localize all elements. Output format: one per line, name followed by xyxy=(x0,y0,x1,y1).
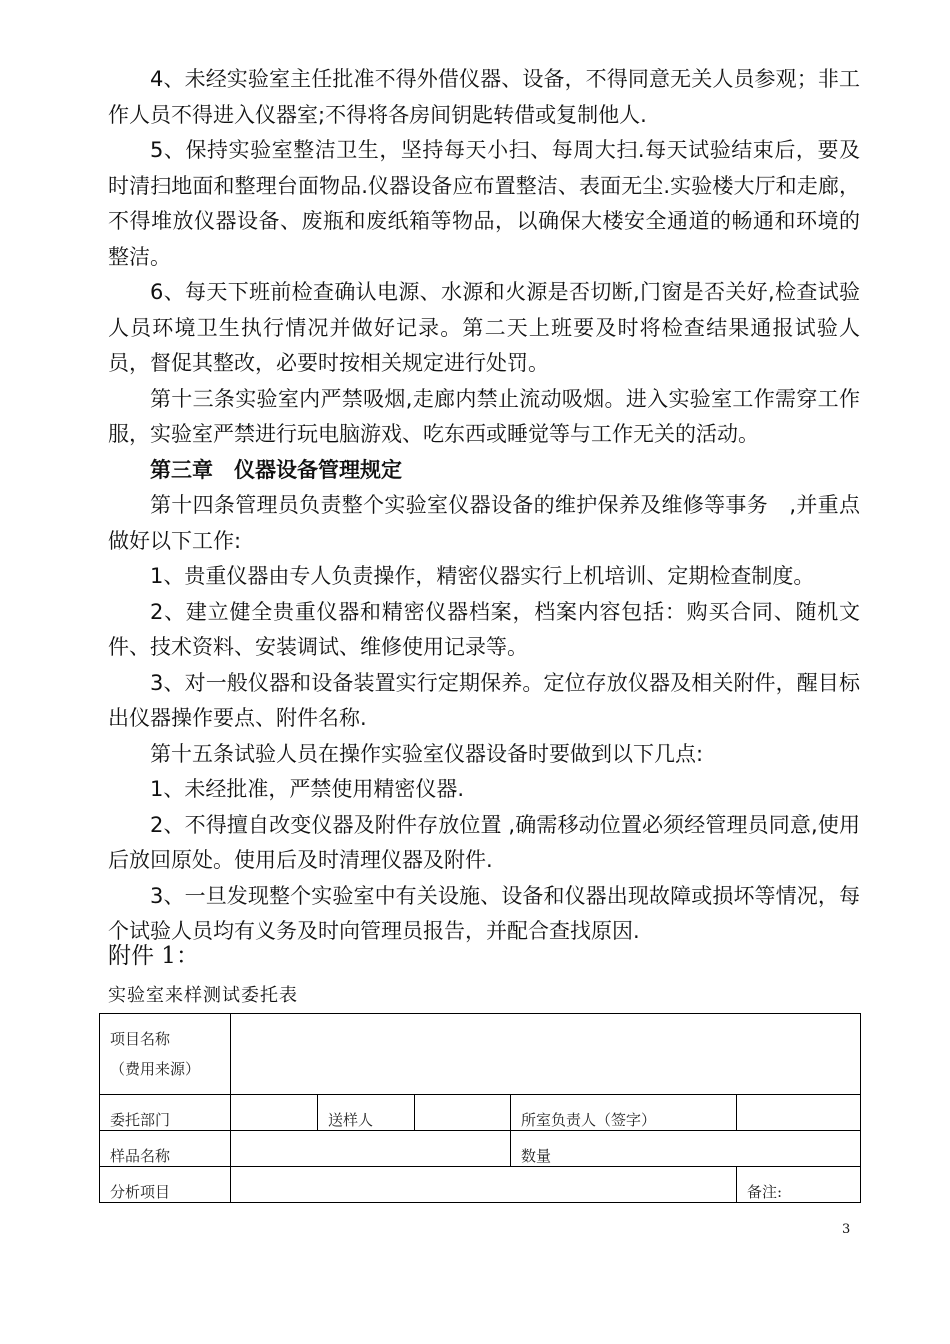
dept-label: 委托部门 xyxy=(100,1095,231,1131)
commission-form-table xyxy=(99,1013,861,1203)
paragraph: 第十五条试验人员在操作实验室仪器设备时要做到以下几点: xyxy=(150,741,704,766)
form-title: 实验室来样测试委托表 xyxy=(108,985,298,1006)
paragraph: 4、未经实验室主任批准不得外借仪器、设备，不得同意无关人员参观；非工作人员不得进入仪器室;不得将各房间钥匙转借或复制他人. xyxy=(108,67,860,127)
table-row xyxy=(100,1131,861,1167)
paragraph: 1、贵重仪器由专人负责操作，精密仪器实行上机培训、定期检查制度。 xyxy=(150,564,815,588)
attachment-label: 附件 1： xyxy=(108,943,199,969)
paragraph: 2、不得擅自改变仪器及附件存放位置 ,确需移动位置必须经管理员同意,使用后放回原处。使用后及时清理仪器及附件. xyxy=(108,812,860,872)
paragraph: 1、未经批准，严禁使用精密仪器. xyxy=(150,777,465,801)
head-signature-label: 所室负责人（签字） xyxy=(511,1095,737,1131)
table-row xyxy=(100,1095,861,1131)
analysis-item-cell[interactable] xyxy=(231,1167,737,1203)
paragraph: 6、每天下班前检查确认电源、水源和火源是否切断,门窗是否关好,检查试验人员环境卫生执行情况并做好记录。第二天上班要及时将检查结果通报试验人员，督促其整改，必要时按相关规定进行处罚。 xyxy=(108,280,860,375)
sample-name-label: 样品名称 xyxy=(100,1131,231,1167)
head-signature-cell[interactable] xyxy=(737,1095,861,1131)
sample-name-cell[interactable] xyxy=(231,1131,511,1167)
sender-label: 送样人 xyxy=(318,1095,415,1131)
quantity-label: 数量 xyxy=(511,1131,861,1167)
paragraph: 3、对一般仪器和设备装置实行定期保养。定位存放仪器及相关附件，醒目标出仪器操作要点、附件名称. xyxy=(108,670,860,730)
remarks-label: 备注: xyxy=(737,1167,861,1203)
project-name-label-cell xyxy=(100,1014,231,1095)
funding-source-label: （费用来源） xyxy=(110,1060,201,1078)
paragraph: 5、保持实验室整洁卫生，坚持每天小扫、每周大扫.每天试验结束后，要及时清扫地面和整理台面物品.仪器设备应布置整洁、表面无尘.实验楼大厅和走廊，不得堆放仪器设备、废瓶和废纸箱等物品，以确保大楼安全通道的畅通和环境的整洁。 xyxy=(108,138,860,269)
paragraph: 3、一旦发现整个实验室中有关设施、设备和仪器出现故障或损坏等情况，每个试验人员均有义务及时向管理员报告，并配合查找原因. xyxy=(108,883,860,943)
paragraph: 第十四条管理员负责整个实验室仪器设备的维护保养及维修等事务 ,并重点做好以下工作: xyxy=(108,493,860,553)
chapter-heading: 第三章 仪器设备管理规定 xyxy=(150,457,402,482)
paragraph: 2、建立健全贵重仪器和精密仪器档案，档案内容包括：购买合同、随机文件、技术资料、安装调试、维修使用记录等。 xyxy=(108,599,860,659)
analysis-item-label: 分析项目 xyxy=(100,1167,231,1203)
table-row xyxy=(100,1167,861,1203)
project-name-cell[interactable] xyxy=(231,1014,861,1095)
paragraph: 第十三条实验室内严禁吸烟,走廊内禁止流动吸烟。进入实验室工作需穿工作服，实验室严禁进行玩电脑游戏、吃东西或睡觉等与工作无关的活动。 xyxy=(108,386,860,446)
sender-cell[interactable] xyxy=(415,1095,511,1131)
page-number: 3 xyxy=(842,1222,851,1237)
body-text xyxy=(108,62,860,950)
table-row xyxy=(100,1014,861,1095)
dept-cell[interactable] xyxy=(231,1095,318,1131)
project-name-label: 项目名称 xyxy=(110,1030,171,1048)
